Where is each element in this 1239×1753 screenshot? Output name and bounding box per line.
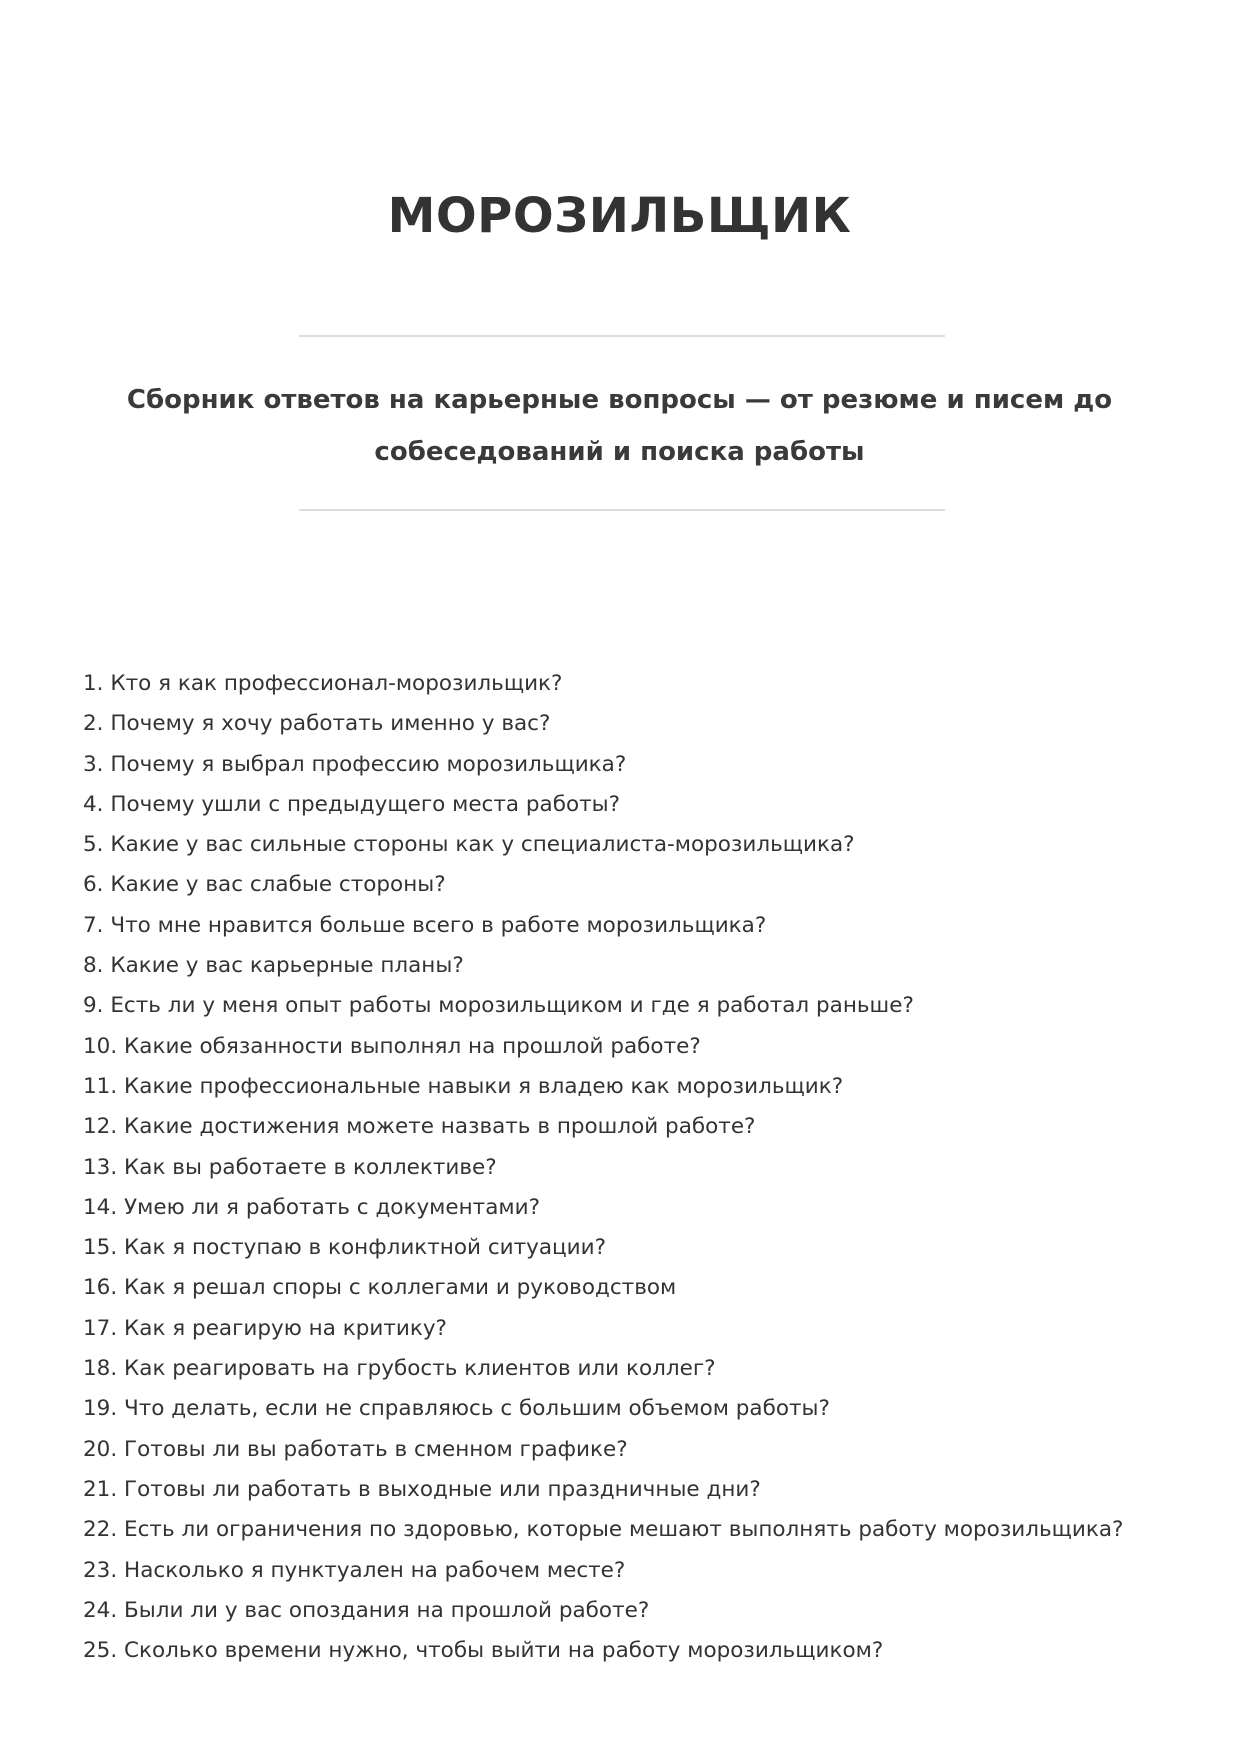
- question-item: 3. Почему я выбрал профессию морозильщика?: [83, 751, 627, 777]
- question-item: 6. Какие у вас слабые стороны?: [83, 872, 446, 898]
- question-item: 22. Есть ли ограничения по здоровью, которые мешают выполнять работу морозильщика?: [83, 1517, 1124, 1543]
- question-item: 4. Почему ушли с предыдущего места работы?: [83, 791, 621, 817]
- question-item: 19. Что делать, если не справляюсь с большим объемом работы?: [83, 1396, 830, 1422]
- question-item: 18. Как реагировать на грубость клиентов или коллег?: [83, 1356, 716, 1382]
- question-item: 16. Как я решал споры с коллегами и руководством: [83, 1275, 677, 1301]
- question-item: 13. Как вы работаете в коллективе?: [83, 1154, 497, 1180]
- question-item: 1. Кто я как профессионал-морозильщик?: [83, 671, 563, 696]
- question-item: 23. Насколько я пунктуален на рабочем месте?: [83, 1557, 626, 1583]
- question-item: 8. Какие у вас карьерные планы?: [83, 953, 464, 979]
- question-item: 25. Сколько времени нужно, чтобы выйти на работу морозильщиком?: [83, 1638, 884, 1664]
- question-item: 17. Как я реагирую на критику?: [83, 1315, 447, 1341]
- question-item: 14. Умею ли я работать с документами?: [83, 1194, 540, 1220]
- question-item: 5. Какие у вас сильные стороны как у специалиста-морозильщика?: [83, 832, 855, 858]
- document-title: МОРОЗИЛЬЩИК: [387, 188, 852, 244]
- question-item: 15. Как я поступаю в конфликтной ситуации?: [83, 1235, 607, 1261]
- question-item: 9. Есть ли у меня опыт работы морозильщиком и где я работал раньше?: [83, 993, 914, 1019]
- document-subtitle: Сборник ответов на карьерные вопросы — от резюме и писем до собеседований и поиска работы: [126, 385, 1113, 467]
- question-item: 10. Какие обязанности выполнял на прошлой работе?: [83, 1033, 701, 1059]
- question-item: 24. Были ли у вас опоздания на прошлой работе?: [83, 1597, 650, 1623]
- question-item: 20. Готовы ли вы работать в сменном графике?: [83, 1436, 628, 1462]
- question-item: 12. Какие достижения можете назвать в прошлой работе?: [83, 1114, 756, 1140]
- question-item: 7. Что мне нравится больше всего в работе морозильщика?: [83, 912, 767, 938]
- divider-bottom: [299, 509, 945, 511]
- question-item: 21. Готовы ли работать в выходные или праздничные дни?: [83, 1476, 761, 1502]
- question-item: 11. Какие профессиональные навыки я владею как морозильщик?: [83, 1073, 844, 1099]
- divider-top: [299, 335, 945, 337]
- questions-list: [83, 664, 1123, 1671]
- question-item: 2. Почему я хочу работать именно у вас?: [83, 711, 551, 737]
